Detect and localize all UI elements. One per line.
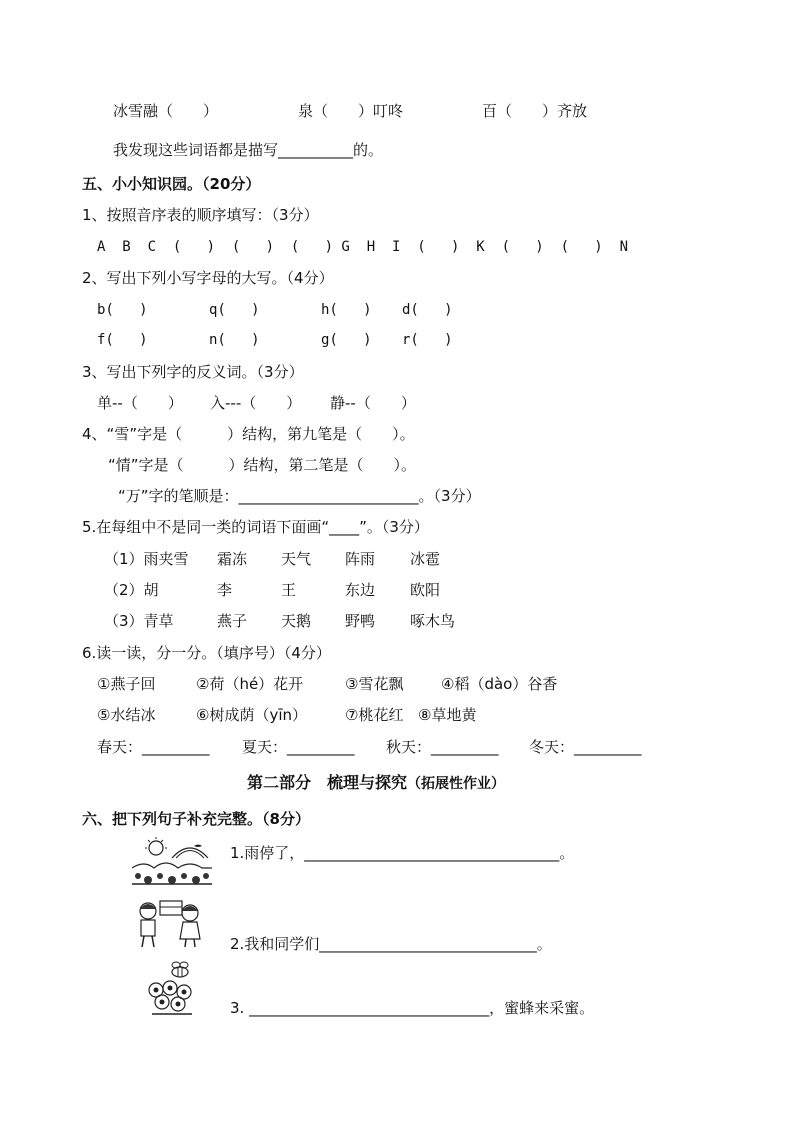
q2-letter-g: g( ) [321,332,372,348]
bee-flowers-picture [142,960,204,1016]
q5-row-2-item-5: 欧阳 [410,581,441,599]
section-5-title: 五、小小知识园。（20分） [82,175,261,193]
q2-letter-q: q( ) [209,302,260,318]
q6-item-3: ③雪花飘 [345,675,404,693]
fill-phrase-1: 冰雪融（ ） [113,102,219,120]
q5-row-3-item-2: 燕子 [217,612,248,630]
q3-antonym-3: 静--（ ） [330,394,416,412]
sentence-1: 1.雨停了，__________________________________。 [230,844,575,862]
q2-letter-h: h( ) [321,302,372,318]
season-spring: 春天：_________ [97,738,210,756]
q5-row-3-item-4: 野鸭 [345,612,376,630]
season-autumn: 秋天：_________ [386,738,499,756]
q5-row-1-item-5: 冰雹 [410,550,441,568]
q5-row-2-item-2: 李 [217,581,233,599]
part-2-heading [247,773,505,794]
q1-title: 1、按照音序表的顺序填写：（3分） [82,206,319,224]
q2-letter-f: f( ) [97,332,148,348]
part-2-heading-main: 第二部分 梳理与探究 [247,773,408,792]
q1-alphabet-line: A B C ( ) ( ) ( ) G H I ( ) K ( ) ( ) N [97,239,629,255]
q5-title: 5.在每组中不是同一类的词语下面画“____”。（3分） [82,518,429,536]
q2-letter-d: d( ) [402,302,453,318]
q4-line-3: “万”字的笔顺是：________________________。（3分） [118,487,481,505]
summary-sentence: 我发现这些词语都是描写__________的。 [113,141,384,159]
sentence-2: 2.我和同学们_____________________________。 [230,935,552,953]
q2-letter-n: n( ) [209,332,260,348]
q6-item-6: ⑥树成荫（yīn） [196,706,307,724]
q5-row-2-item-3: 王 [281,581,297,599]
q6-item-7: ⑦桃花红 [345,706,404,724]
q5-row-3-item-5: 啄木鸟 [410,612,456,630]
q5-row-1-item-2: 霜冻 [217,550,248,568]
fill-phrase-3: 百（ ）齐放 [482,102,588,120]
q6-title: 6.读一读，分一分。（填序号）（4分） [82,644,331,662]
fill-phrase-2: 泉（ ）叮咚 [298,102,404,120]
rain-stopped-picture [132,836,212,886]
q5-row-2-item-1: （2）胡 [104,581,159,599]
q5-row-3-item-3: 天鹅 [281,612,312,630]
q5-row-1-item-4: 阵雨 [345,550,376,568]
q6-item-8: ⑧草地黄 [418,706,477,724]
section-6-title: 六、把下列句子补充完整。（8分） [82,810,310,828]
q5-row-1-item-1: （1）雨夹雪 [104,550,189,568]
classmates-picture [132,897,208,949]
q6-item-1: ①燕子回 [97,675,156,693]
q4-line-2: “情”字是（ ）结构，第二笔是（ ）。 [108,456,417,474]
part-2-heading-sub: （拓展性作业） [407,776,506,792]
q6-item-5: ⑤水结冰 [97,706,156,724]
season-winter: 冬天：_________ [529,738,642,756]
q3-title: 3、写出下列字的反义词。（3分） [82,363,304,381]
q5-row-1-item-3: 天气 [281,550,312,568]
q4-line-1: 4、“雪”字是（ ）结构，第九笔是（ ）。 [82,425,415,443]
q5-row-3-item-1: （3）青草 [104,612,174,630]
sentence-3: 3. ________________________________，蜜蜂来采蜜。 [230,999,595,1017]
q2-letter-r: r( ) [402,332,453,348]
q2-letter-b: b( ) [97,302,148,318]
q5-row-2-item-4: 东边 [345,581,376,599]
q2-title: 2、写出下列小写字母的大写。（4分） [82,269,334,287]
q6-item-4: ④稻（dào）谷香 [441,675,558,693]
q6-item-2: ②荷（hé）花开 [196,675,304,693]
q3-antonym-2: 入---（ ） [210,394,302,412]
q3-antonym-1: 单--（ ） [97,394,183,412]
season-summer: 夏天：_________ [242,738,355,756]
